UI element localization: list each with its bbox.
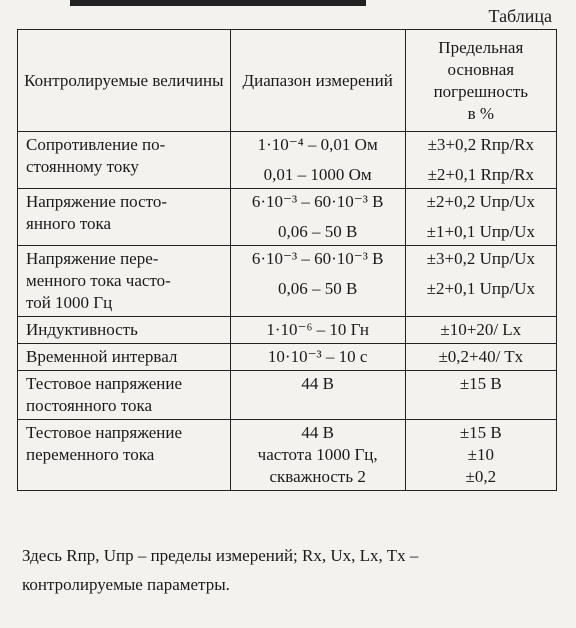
table-row [18,132,557,189]
error-cell-line: ±2+0,1 Uпр/Ux [426,279,535,298]
spec-table [17,29,557,491]
error-cell-line: ±0,2+40/ Tx [438,347,524,366]
range-cell-line: 44 В [301,423,334,442]
header-error-line: в % [467,103,495,123]
quantity-cell-line: Напряжение посто- [26,192,168,211]
error-cell-line: ±10 [467,445,494,464]
range-cell [230,344,405,371]
error-cell-line: ±0,2 [465,467,497,486]
quantity-cell [18,246,231,317]
quantity-cell-line: постоянного тока [26,396,153,415]
table-header-row [18,30,557,132]
range-cell [230,246,405,317]
error-cell-line: ±2+0,2 Uпр/Ux [426,192,535,211]
quantity-cell-line: менного тока часто- [26,271,171,290]
table-row [18,189,557,246]
footnote-line: контролируемые параметры. [22,575,230,594]
table-caption: Таблица [488,6,552,26]
range-cell-line: 0,06 – 50 В [278,279,358,298]
range-cell-line: 6·10⁻³ – 60·10⁻³ В [251,249,384,268]
table-row [18,344,557,371]
range-cell [230,420,405,491]
range-cell-line: 6·10⁻³ – 60·10⁻³ В [251,192,384,211]
header-controlled-values: Контролируемые величины [18,30,231,132]
range-cell [230,189,405,246]
header-error-line: Предельная [438,37,524,57]
quantity-cell-line: Сопротивление по- [26,135,166,154]
range-cell [230,371,405,420]
range-cell-line: скважность 2 [269,467,366,486]
error-cell [405,420,556,491]
header-error-line: погрешность [433,81,529,101]
quantity-cell-line: Тестовое напряжение [26,423,183,442]
quantity-cell [18,132,231,189]
quantity-cell-line: Тестовое напряжение [26,374,183,393]
line-gap [239,156,397,164]
error-cell [405,344,556,371]
error-cell [405,189,556,246]
range-cell [230,132,405,189]
header-max-error [405,30,556,132]
error-cell [405,371,556,420]
quantity-cell [18,371,231,420]
range-cell-line: 0,06 – 50 В [278,222,358,241]
quantity-cell-line: Временной интервал [26,347,178,366]
range-cell-line: частота 1000 Гц, [257,445,378,464]
top-border-bar [70,0,366,6]
error-cell [405,246,556,317]
range-cell-line: 10·10⁻³ – 10 с [267,347,368,366]
line-gap [239,213,397,221]
table-row [18,246,557,317]
table-footnote [22,541,562,599]
quantity-cell-line: янного тока [26,214,112,233]
error-cell-line: ±1+0,1 Uпр/Ux [426,222,535,241]
table-row [18,371,557,420]
error-cell-line: ±15 В [459,374,502,393]
quantity-cell-line: той 1000 Гц [26,293,113,312]
error-cell-line: ±10+20/ Lx [440,320,522,339]
header-error-line: основная [447,59,515,79]
range-cell [230,317,405,344]
quantity-cell-line: переменного тока [26,445,155,464]
range-cell-line: 1·10⁻⁶ – 10 Гн [266,320,369,339]
range-cell-line: 1·10⁻⁴ – 0,01 Ом [257,135,378,154]
error-cell-line: ±3+0,2 Uпр/Ux [426,249,535,268]
error-cell-line: ±15 В [459,423,502,442]
quantity-cell-line: Индуктивность [26,320,138,339]
range-cell-line: 44 В [301,374,334,393]
line-gap [414,156,548,164]
quantity-cell [18,317,231,344]
quantity-cell [18,189,231,246]
quantity-cell [18,344,231,371]
quantity-cell-line: Напряжение пере- [26,249,159,268]
quantity-cell-line: стоянному току [26,157,139,176]
line-gap [414,270,548,278]
line-gap [239,270,397,278]
header-measurement-range: Диапазон измерений [230,30,405,132]
range-cell-line: 0,01 – 1000 Ом [263,165,372,184]
error-cell-line: ±3+0,2 Rпр/Rx [427,135,535,154]
table-row [18,420,557,491]
error-cell-line: ±2+0,1 Rпр/Rx [427,165,535,184]
footnote-line: Здесь Rпр, Uпр – пределы измерений; Rx, Ux, Lx, Tx – [22,546,419,565]
quantity-cell [18,420,231,491]
error-cell [405,132,556,189]
error-cell [405,317,556,344]
line-gap [414,213,548,221]
table-row [18,317,557,344]
